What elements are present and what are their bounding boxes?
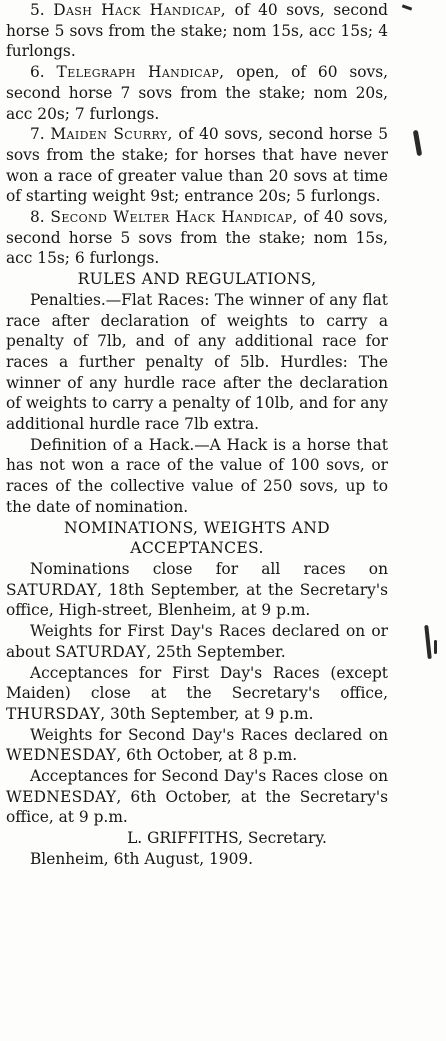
first-day-acceptances-paragraph: Acceptances for First Day's Races (except Maiden) close at the Secretary's office, THURSDAY, 30th September, at 9 p.m. — [6, 663, 388, 723]
second-day-acceptances-paragraph: Acceptances for Second Day's Races close on WEDNESDAY, 6th October, at the Secretary's office, at 9 p.m. — [6, 767, 388, 827]
ink-speck-upper — [413, 130, 422, 156]
penalties-paragraph: Penalties.—Flat Races: The winner of any flat race after declaration of weights to carry a penalty of 7lb, and of any additional race for races a further penalty of 5lb. Hurdles: The winner of any hurdle race after the declaration of weights to carry a penalty of 10lb, and for any additional hurdle race 7lb extra. — [6, 290, 388, 434]
race-7-title: Maiden Scurry, — [50, 125, 173, 144]
ink-speck-top — [402, 4, 412, 10]
race-8-entry: 8. Second Welter Hack Handicap, of 40 sovs, second horse 5 sovs from the stake; nom 15s, acc 15s; 6 furlongs. — [6, 208, 389, 268]
dateline: Blenheim, 6th August, 1909. — [30, 849, 254, 868]
race-5-title: Dash Hack Handicap, — [53, 1, 227, 19]
race-7-entry: 7. Maiden Scurry, of 40 sovs, second horse 5 sovs from the stake; for horses that have never won a race of greater value than 20 sovs at time of starting weight 9st; entrance 20s; 5 furlongs. — [6, 125, 388, 206]
second-day-weights-paragraph: Weights for Second Day's Races declared on WEDNESDAY, 6th October, at 8 p.m. — [6, 725, 388, 765]
rules-heading: RULES AND REGULATIONS, — [77, 270, 317, 289]
article-column — [6, 0, 388, 870]
hack-definition-paragraph: Definition of a Hack.—A Hack is a horse that has not won a race of the value of 100 sovs, or races of the collective value of 250 sovs, up to the date of nomination. — [6, 435, 388, 516]
race-6-entry: 6. Telegraph Handicap, open, of 60 sovs, second horse 7 sovs from the stake; nom 20s, acc 20s; 7 furlongs. — [6, 63, 388, 123]
first-day-weights-paragraph: Weights for First Day's Races declared on or about SATURDAY, 25th September. — [6, 622, 388, 661]
race-6-title: Telegraph Handicap, — [56, 63, 225, 82]
ink-speck-middle-small — [434, 640, 437, 654]
ink-speck-middle — [424, 625, 432, 659]
nominations-close-paragraph: Nominations close for all races on SATURDAY, 18th September, at the Secretary's office, High-street, Blenheim, at 9 p.m. — [6, 559, 388, 620]
race-5-entry: 5. Dash Hack Handicap, of 40 sovs, second horse 5 sovs from the stake; nom 15s, acc 15s; 4 furlongs. — [6, 1, 388, 61]
nominations-heading: NOMINATIONS, WEIGHTS AND ACCEPTANCES. — [64, 518, 330, 558]
race-8-title: Second Welter Hack Handicap, — [50, 208, 298, 227]
secretary-signature: L. GRIFFITHS, Secretary. — [127, 829, 327, 848]
